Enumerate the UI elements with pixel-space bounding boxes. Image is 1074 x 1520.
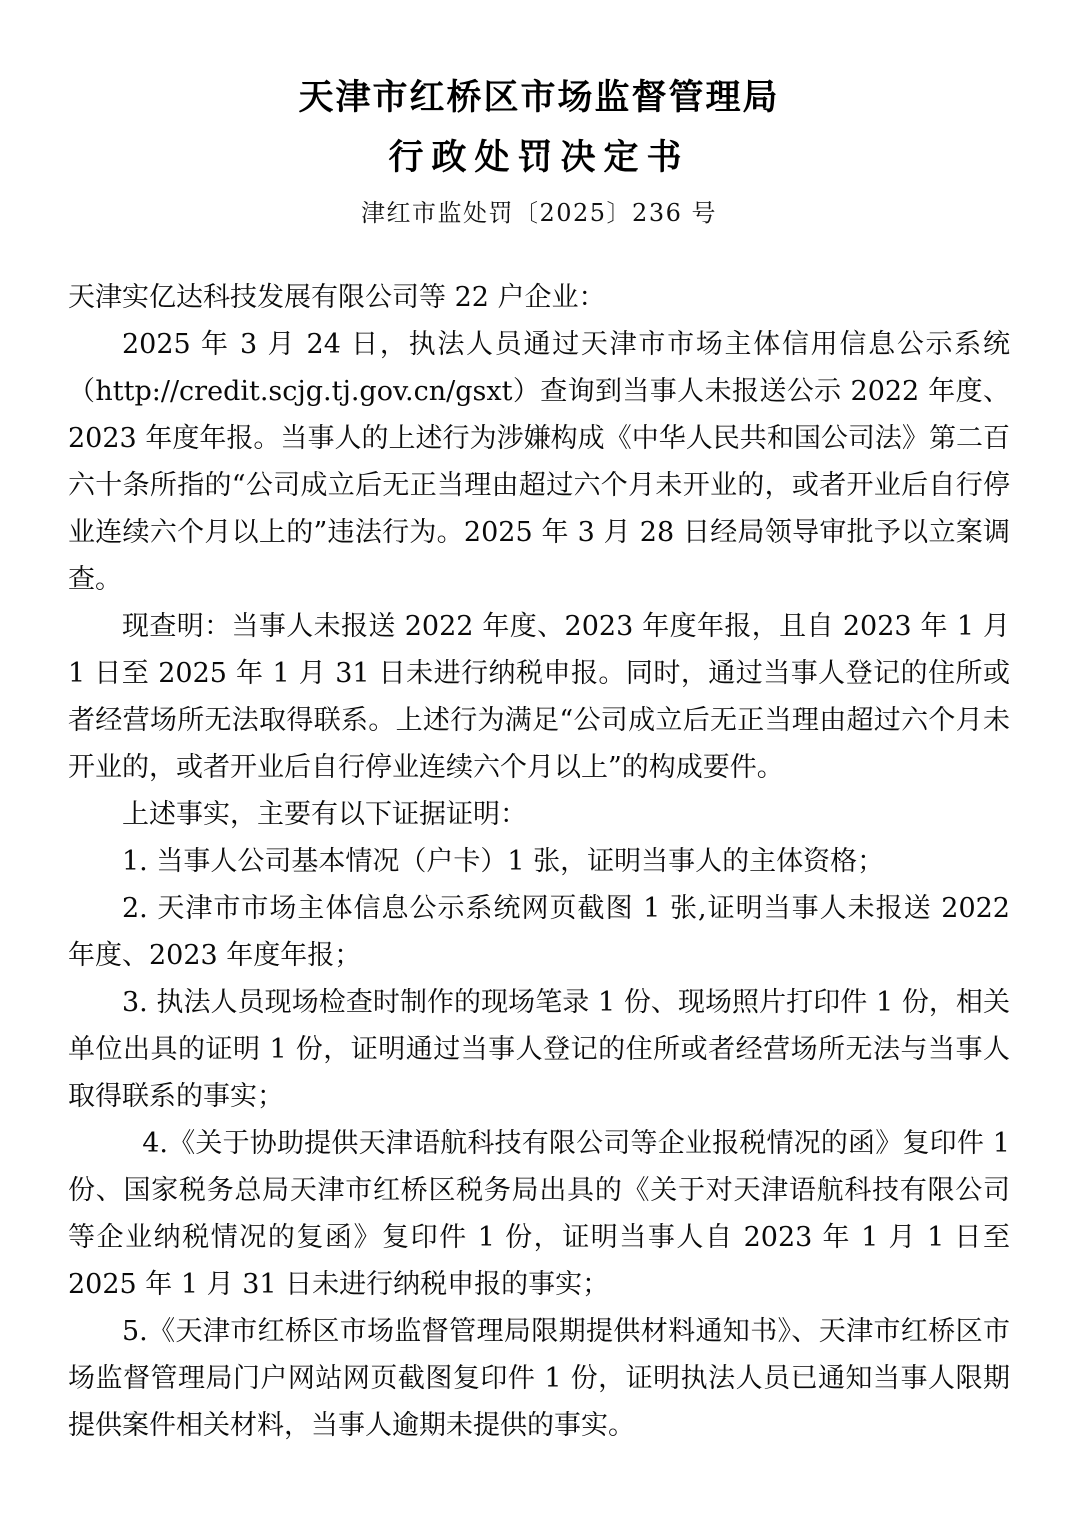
addressee-line: 天津实亿达科技发展有限公司等 22 户企业： bbox=[68, 282, 606, 313]
paragraph-evidence-1: 1. 当事人公司基本情况（户卡）1 张，证明当事人的主体资格； bbox=[122, 846, 885, 877]
document-body bbox=[68, 274, 1010, 1449]
paragraph-case-initiation: 2025 年 3 月 24 日，执法人员通过天津市市场主体信用信息公示系统（http://credit.scjg.tj.gov.cn/gsxt）查询到当事人未报送公示 2022 年度、2023 年度年报。当事人的上述行为涉嫌构成《中华人民共和国公司法》第二百六十条所指的“公司成立后无正当理由超过六个月未开业的，或者开业后自行停业连续六个月以上的”违法行为。2025 年 3 月 28 日经局领导审批予以立案调查。 bbox=[68, 329, 1010, 595]
paragraph-findings: 现查明：当事人未报送 2022 年度、2023 年度年报，且自 2023 年 1 月 1 日至 2025 年 1 月 31 日未进行纳税申报。同时，通过当事人登记的住所或者经营场所无法取得联系。上述行为满足“公司成立后无正当理由超过六个月未开业的，或者开业后自行停业连续六个月以上”的构成要件。 bbox=[68, 611, 1010, 783]
document-number: 津红市监处罚〔2025〕236 号 bbox=[360, 199, 717, 227]
paragraph-evidence-4: 4.《关于协助提供天津语航科技有限公司等企业报税情况的函》复印件 1 份、国家税务总局天津市红桥区税务局出具的《关于对天津语航科技有限公司等企业纳税情况的复函》复印件 1 份，证明当事人自 2023 年 1 月 1 日至 2025 年 1 月 31 日未进行纳税申报的事实； bbox=[68, 1128, 1010, 1300]
paragraph-evidence-5: 5.《天津市红桥区市场监督管理局限期提供材料通知书》、天津市红桥区市场监督管理局门户网站网页截图复印件 1 份，证明执法人员已通知当事人限期提供案件相关材料，当事人逾期未提供的事实。 bbox=[68, 1316, 1010, 1441]
paragraph-evidence-2: 2. 天津市市场主体信息公示系统网页截图 1 张,证明当事人未报送 2022 年度、2023 年度年报； bbox=[68, 893, 1010, 971]
document-title bbox=[68, 76, 1010, 180]
paragraph-evidence-3: 3. 执法人员现场检查时制作的现场笔录 1 份、现场照片打印件 1 份，相关单位出具的证明 1 份，证明通过当事人登记的住所或者经营场所无法与当事人取得联系的事实； bbox=[68, 987, 1010, 1112]
document-title-line2: 行政处罚决定书 bbox=[388, 138, 690, 178]
document-title-line1: 天津市红桥区市场监督管理局 bbox=[298, 78, 780, 118]
paragraph-evidence-intro: 上述事实，主要有以下证据证明： bbox=[122, 799, 527, 830]
